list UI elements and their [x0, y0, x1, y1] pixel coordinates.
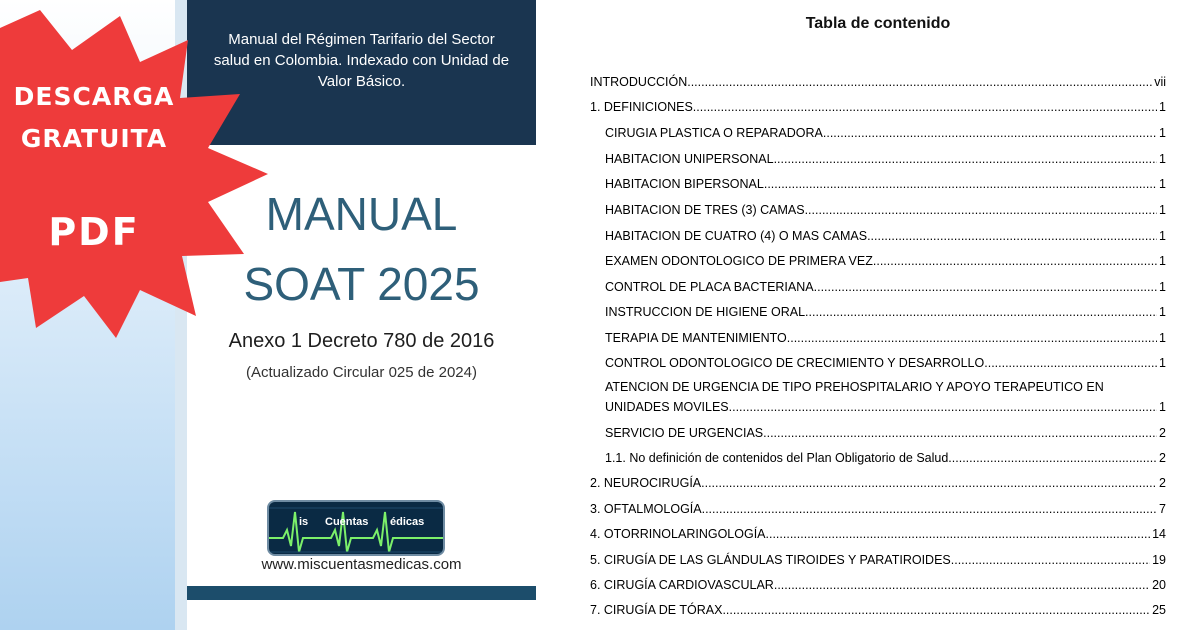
badge-text-pdf: PDF [48, 210, 140, 254]
toc-entry[interactable]: HABITACION DE TRES (3) CAMAS ..... 1 [590, 202, 1166, 218]
toc-entry[interactable]: 6. CIRUGÍA CARDIOVASCULAR ..... 20 [590, 577, 1166, 593]
toc-entry[interactable]: 2. NEUROCIRUGÍA ..... 2 [590, 475, 1166, 491]
cover-header-text: Manual del Régimen Tarifario del Sector salud en Colombia. Indexado con Unidad de Valor Básico. [213, 31, 510, 90]
badge-text-descarga: DESCARGA [13, 82, 175, 111]
logo-text-part2: Cuentas [325, 516, 369, 528]
toc-entry[interactable]: CIRUGIA PLASTICA O REPARADORA ..... 1 [590, 125, 1166, 141]
toc-entry[interactable]: EXAMEN ODONTOLOGICO DE PRIMERA VEZ ..... 1 [590, 253, 1166, 269]
toc-entry[interactable]: UNIDADES MOVILES ..... 1 [590, 399, 1166, 415]
brand-logo [267, 500, 445, 556]
table-of-contents [590, 0, 1170, 630]
toc-entry-introduccion[interactable]: INTRODUCCIÓN ..... vii [590, 74, 1166, 90]
toc-entry[interactable]: TERAPIA DE MANTENIMIENTO ..... 1 [590, 330, 1166, 346]
cover-footer-bar [187, 586, 536, 600]
toc-entry[interactable]: SERVICIO DE URGENCIAS ..... 2 [590, 425, 1166, 441]
cover-title-line2: SOAT 2025 [243, 258, 480, 310]
toc-entry[interactable]: 3. OFTALMOLOGÍA ..... 7 [590, 501, 1166, 517]
toc-entry[interactable]: CONTROL DE PLACA BACTERIANA ..... 1 [590, 279, 1166, 295]
website-url: www.miscuentasmedicas.com [261, 556, 462, 573]
cover-subtitle-update: (Actualizado Circular 025 de 2024) [246, 364, 477, 381]
toc-entry[interactable]: HABITACION BIPERSONAL ..... 1 [590, 176, 1166, 192]
toc-entry[interactable]: 5. CIRUGÍA DE LAS GLÁNDULAS TIROIDES Y PARATIROIDES ..... 19 [590, 552, 1166, 568]
cover-subtitle: Anexo 1 Decreto 780 de 2016 [228, 330, 495, 352]
toc-entry[interactable]: 4. OTORRINOLARINGOLOGÍA ..... 14 [590, 526, 1166, 542]
toc-entry-wrapped-line1[interactable]: ATENCION DE URGENCIA DE TIPO PREHOSPITALARIO Y APOYO TERAPEUTICO EN [605, 380, 1104, 394]
logo-text-part1: is [299, 516, 309, 528]
toc-entry[interactable]: 7. CIRUGÍA DE TÓRAX ..... 25 [590, 602, 1166, 618]
toc-entry[interactable]: CONTROL ODONTOLOGICO DE CRECIMIENTO Y DESARROLLO ..... 1 [590, 355, 1166, 371]
toc-entry[interactable]: INSTRUCCION DE HIGIENE ORAL ..... 1 [590, 304, 1166, 320]
starburst-badge-icon [0, 10, 268, 338]
toc-title: Tabla de contenido [805, 15, 951, 32]
toc-entry[interactable]: 1.1. No definición de contenidos del Plan Obligatorio de Salud ..... 2 [590, 450, 1166, 466]
badge-text-gratuita: GRATUITA [20, 124, 168, 153]
toc-entry[interactable]: HABITACION DE CUATRO (4) O MAS CAMAS ..... 1 [590, 228, 1166, 244]
cover-title-line1: MANUAL [265, 188, 458, 240]
logo-text-part3: édicas [390, 516, 425, 528]
heartbeat-icon [269, 502, 445, 556]
toc-entry[interactable]: HABITACION UNIPERSONAL ..... 1 [590, 151, 1166, 167]
toc-entry-definiciones[interactable]: 1. DEFINICIONES ..... 1 [590, 99, 1166, 115]
